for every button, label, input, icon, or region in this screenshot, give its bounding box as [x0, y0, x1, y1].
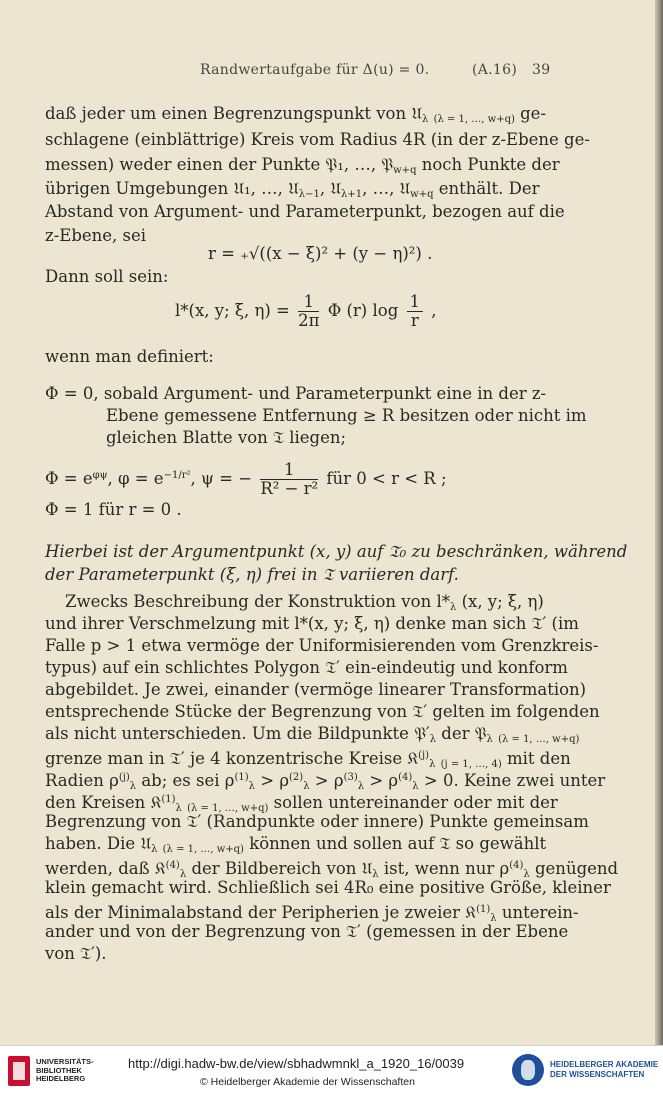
- text-line: als nicht unterschieden. Um die Bildpunkte $𝔓'_\lambda$ der 𝔓$_\lambda$ $_{(\lambda = 1, \dots, w+q)}$: [45, 724, 580, 745]
- footer-bar: [0, 1045, 663, 1096]
- text-line: übrigen Umgebungen 𝔘₁, …, 𝔘$_{\lambda-1}$, 𝔘$_{\lambda+1}$, …, 𝔘$_{w+q}$ enthält. Der: [45, 179, 540, 200]
- university-library-name: UNIVERSITÄTS- BIBLIOTHEK HEIDELBERG: [36, 1057, 94, 1083]
- section-number: (A.16): [472, 62, 518, 78]
- text-line: Φ = 1 für r = 0 .: [45, 500, 182, 519]
- text-line: messen) weder einen der Punkte 𝔓₁, …, 𝔓$_{w+q}$ noch Punkte der: [45, 155, 560, 176]
- equation-phi: $\Phi = e^{\varphi\psi}$, $\varphi = e^{-1/r^2}$, ψ = − $\frac{1}{\text{R² − r²}}$ für 0 < r < R ;: [45, 460, 447, 498]
- page-edge-shadow: [655, 0, 663, 1045]
- text-line: daß jeder um einen Begrenzungspunkt von 𝔘$_\lambda$ $_{(\lambda = 1, \dots, w+q)}$ ge-: [45, 104, 547, 125]
- text-line: Dann soll sein:: [45, 267, 169, 286]
- text-line: grenze man in 𝔗′ je 4 konzentrische Kreise 𝔎$^{(j)}_\lambda$ $_{(j = 1, \dots, 4)}$ mit den: [45, 749, 571, 770]
- text-line: Falle p > 1 etwa vermöge der Uniformisierenden vom Grenzkreis-: [45, 636, 599, 655]
- equation-r: r = ₊√((x − ξ)² + (y − η)²) .: [208, 244, 433, 263]
- copyright-notice: © Heidelberger Akademie der Wissenschaften: [200, 1076, 415, 1088]
- text-line: z-Ebene, sei: [45, 226, 147, 245]
- page-number: 39: [532, 62, 551, 78]
- italic-line: Hierbei ist der Argumentpunkt (x, y) auf 𝔗₀ zu beschränken, während: [45, 542, 628, 561]
- academy-logo-icon: [512, 1054, 544, 1086]
- text-line: als der Minimalabstand der Peripherien je zweier 𝔎$^{(1)}_\lambda$ unterein-: [45, 903, 579, 924]
- text-line: Radien $\rho^{(j)}_\lambda$ ab; es sei $\rho^{(1)}_\lambda > \rho^{(2)}_\lambda > \rho^{(3)}_\lambda > \rho^{(4)}_\lambda > 0$. Keine zwei unter: [45, 771, 606, 792]
- university-library-logo-icon: [8, 1056, 30, 1086]
- text-line: Abstand von Argument- und Parameterpunkt, bezogen auf die: [45, 202, 565, 221]
- academy-name: HEIDELBERGER AKADEMIE DER WISSENSCHAFTEN: [550, 1060, 659, 1079]
- text-line: Zwecks Beschreibung der Konstruktion von $l*_\lambda$ (x, y; ξ, η): [65, 592, 544, 613]
- text-line: wenn man definiert:: [45, 347, 214, 366]
- text-line: und ihrer Verschmelzung mit l*(x, y; ξ, η) denke man sich 𝔗′ (im: [45, 614, 579, 633]
- text-line: gleichen Blatte von 𝔗 liegen;: [106, 428, 347, 447]
- text-line: schlagene (einblättrige) Kreis vom Radius 4R (in der z-Ebene ge-: [45, 130, 590, 149]
- text-line: klein gemacht wird. Schließlich sei 4R₀ eine positive Größe, kleiner: [45, 878, 611, 897]
- text-line: Φ = 0, sobald Argument- und Parameterpunkt eine in der z-: [45, 384, 547, 403]
- text-line: typus) auf ein schlichtes Polygon 𝔗′ ein-eindeutig und konform: [45, 658, 568, 677]
- text-line: haben. Die 𝔘$_\lambda$ $_{(\lambda = 1, \dots, w+q)}$ können und sollen auf 𝔗 so gewählt: [45, 834, 547, 855]
- text-line: Begrenzung von 𝔗′ (Randpunkte oder innere) Punkte gemeinsam: [45, 812, 589, 831]
- permalink[interactable]: http://digi.hadw-bw.de/view/sbhadwmnkl_a_1920_16/0039: [128, 1056, 465, 1071]
- text-line: ander und von der Begrenzung von 𝔗′ (gemessen in der Ebene: [45, 922, 569, 941]
- text-line: entsprechende Stücke der Begrenzung von 𝔗′ gelten im folgenden: [45, 702, 600, 721]
- text-line: Ebene gemessene Entfernung ≥ R besitzen oder nicht im: [106, 406, 587, 425]
- running-title: Randwertaufgabe für Δ(u) = 0.: [200, 62, 430, 78]
- text-line: den Kreisen 𝔎$^{(1)}_\lambda$ $_{(\lambda = 1, \dots, w+q)}$ sollen untereinander oder mit der: [45, 793, 558, 814]
- text-line: abgebildet. Je zwei, einander (vermöge linearer Transformation): [45, 680, 587, 699]
- text-line: von 𝔗′).: [45, 944, 107, 963]
- equation-l-star: l*(x, y; ξ, η) = $\frac{1}{2\pi}$ Φ (r) log $\frac{1}{r}$ ,: [175, 292, 437, 330]
- text-line: werden, daß 𝔎$^{(4)}_\lambda$ der Bildbereich von 𝔘$_\lambda$ ist, wenn nur $\rho^{(4)}_\lambda$ genügend: [45, 859, 619, 880]
- italic-line: der Parameterpunkt (ξ, η) frei in 𝔗 variieren darf.: [45, 565, 459, 584]
